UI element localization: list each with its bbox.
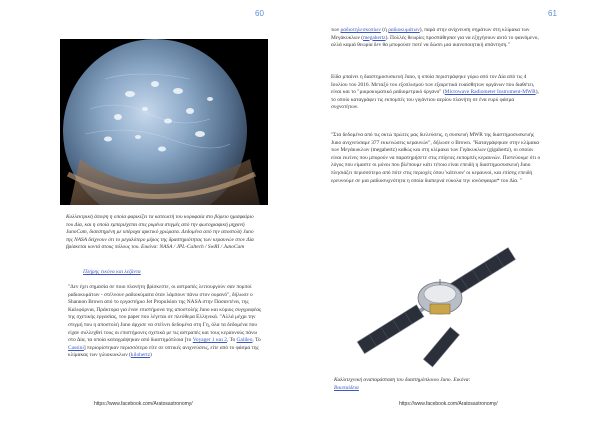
radiowaves-link[interactable]: ραδιοκυμάτων — [388, 27, 420, 33]
right-paragraph-1 — [331, 27, 541, 50]
body-text: , Το — [226, 337, 237, 344]
wikipedia-link[interactable]: Βικιπαίδεια — [334, 384, 359, 391]
body-text: ). Πολλές θεωρίες προσπάθησαν για να εξηγήσουν αυτό το φαινόμενο, αλλά καμιά θεωρία δεν θα μπορούσε ποτέ να δώσει μια ικανοποιητική απάντηση." — [331, 34, 539, 49]
jupiter-image-caption: Κολλεκτρική άποψη η οποία φαρικίζει τα κατεωιτή του κορυφαία στο βόρειο ημισφαίριο του Δία, και η οποία εμπεριέχεται στις ρυμένα στιγμές από την φωτογραφική μηχανή JunoCam, δισεστημένη με υπέροχα αρκτικό χρώματα. Δεδομένα από την αποστολή Juno της NASA δείχνουν ότι το μεγαλύτερο μέρος της δραστηριότητας των κεραυνών στον Δία βρίσκεται κοντά στους πόλους του. Εικόνα: NASA / JPL-Caltech / SwRI / JunoCam — [66, 214, 254, 251]
page-footer-url: https://www.facebook.com/Aratosastronomy/ — [94, 401, 193, 407]
right-paragraph-2 — [331, 74, 541, 112]
body-text: (ή — [380, 27, 389, 33]
left-body-paragraph — [68, 284, 266, 360]
jupiter-pole-image — [60, 39, 268, 205]
body-text: ) — [149, 352, 152, 359]
page-footer-url: https://www.facebook.com/Aratosastronomy/ — [399, 401, 498, 407]
right-paragraph-3: "Στα δεδομένα από τις οκτώ πρώτες μας διελεύσεις, η συσκευή MWR της διαστημοσυσκευής Juno ανιχνεύσαμε 377 εκκενώσεις κεραυνών", δήλωσε ο Brown. "Καταγράφηκαν στην κλίμακα των Μεγάκυκλων (megahertz) καθώς και στη κλίμακα των Γιγάκυκλων (gigahertz), οι οποίοι είναι εκείνες που μπορούν να παρατηρήσετε στις επίγειες εκπομπές κεραυνών. Πιστεύουμε ότι ο λόγος που είμαστε οι μόνοι που βλέπουμε κάτι τέτοιο είναι επειδή η διαστημοσυσκευή Juno πλησιάζει περισσότερο από πότε στις περιοχές όπου 'κάτευον' οι κεραυνοί, και επίσης επειδή ερευνούμε σε μια ραδιοσυχνότητα η οποία διαπερνά εύκολα την ιονόσφαιρα* του Δία. " — [331, 132, 541, 184]
body-text: ), παρά στην ανίχνευση σημάτων στη κλίμακα των Μεγάκυκλων ( — [331, 27, 530, 41]
body-text: των — [331, 27, 341, 33]
radiotelescopes-link[interactable]: ραδιοτηλεσκοπίων — [340, 27, 381, 33]
cassini-link[interactable]: Cassini — [68, 344, 84, 351]
caption-text: Καλλιτεχνική αναπαράσταση του διαστημόπλοιου Juno. Εικόνα: — [334, 377, 471, 383]
voyager-link[interactable]: Voyager 1 και 2 — [192, 337, 227, 344]
juno-image-caption — [334, 377, 494, 392]
galileo-link[interactable]: Galileo — [236, 337, 253, 344]
page-number: 61 — [548, 9, 557, 18]
mwr-link[interactable]: Microwave Radiometer Instrument-MWR — [444, 89, 536, 96]
body-text: "Δεν έχει σημασία σε ποιο πλανήτη βρίσκεστε, οι αστραπές λειτουργούν σαν πομποί ραδιοκυμάτων - στέλνουν ραδιοκύματα όταν λάμπουν πάνω στον ουρανό", δήλωσε ο Shannon Brown από το εργαστήριο Jet Propulsion της NASA στην Πασαντένα, της Καλιφόρνια, Πράκτορα για έναν επιστήμονα της αποστολής Juno και κύριος συγγραφέας της σχετικής εργασίας, του paper που λέγεται σε πλεύθερα Ελληνικά. "Αλλά μέχρι την στιγμή που η αποστολή Juno άρχισε να στέλνει δεδομένα στη Γη, όλα τα δεδομένα που είχαν συλλεχθεί τους οι επιστήμονες σχετικά με τις αστραπές και τους κεραυνούς πάνω στο Δία, τα οποία καταγράψηκαν από διαστημόπλοια [το — [68, 284, 262, 344]
juno-spacecraft-image — [344, 232, 529, 372]
body-text: ] περιορίστηκαν περισσότερο είτε σε οπτικές ανιχνεύσεις, είτε από το φάσμα της κλίμακας των γιλιοκιυκλων ( — [68, 344, 259, 359]
body-text: , Το — [252, 337, 261, 344]
kilohertz-link[interactable]: kilohertz — [130, 352, 150, 359]
megahertz-link[interactable]: megahertz — [363, 34, 386, 41]
body-text: Είδα μπαίνει η διαστημοσυσκευή Juno, η οποία περιστράφηκε γύρω από τον Δία από τις 4 Ιουλίου του 2016. Μεταξύ του εξοπλισμού των εξαιρετικά ευαίσθητων οργάνων που διαθέτει, είναι και το "μικροκυματικό ραδιομετρικό όργανο" ( — [331, 74, 535, 96]
page-number: 60 — [255, 9, 264, 18]
body-text: ), το οποίο καταγράφει τις εκπομπές του γιγάντιου αερίου πλανήτη σε ένα ευρύ φάσμα συχνοτήτων. — [331, 89, 539, 111]
full-image-link[interactable]: Πλήρης εικόνα και λεζάντα — [83, 269, 141, 275]
